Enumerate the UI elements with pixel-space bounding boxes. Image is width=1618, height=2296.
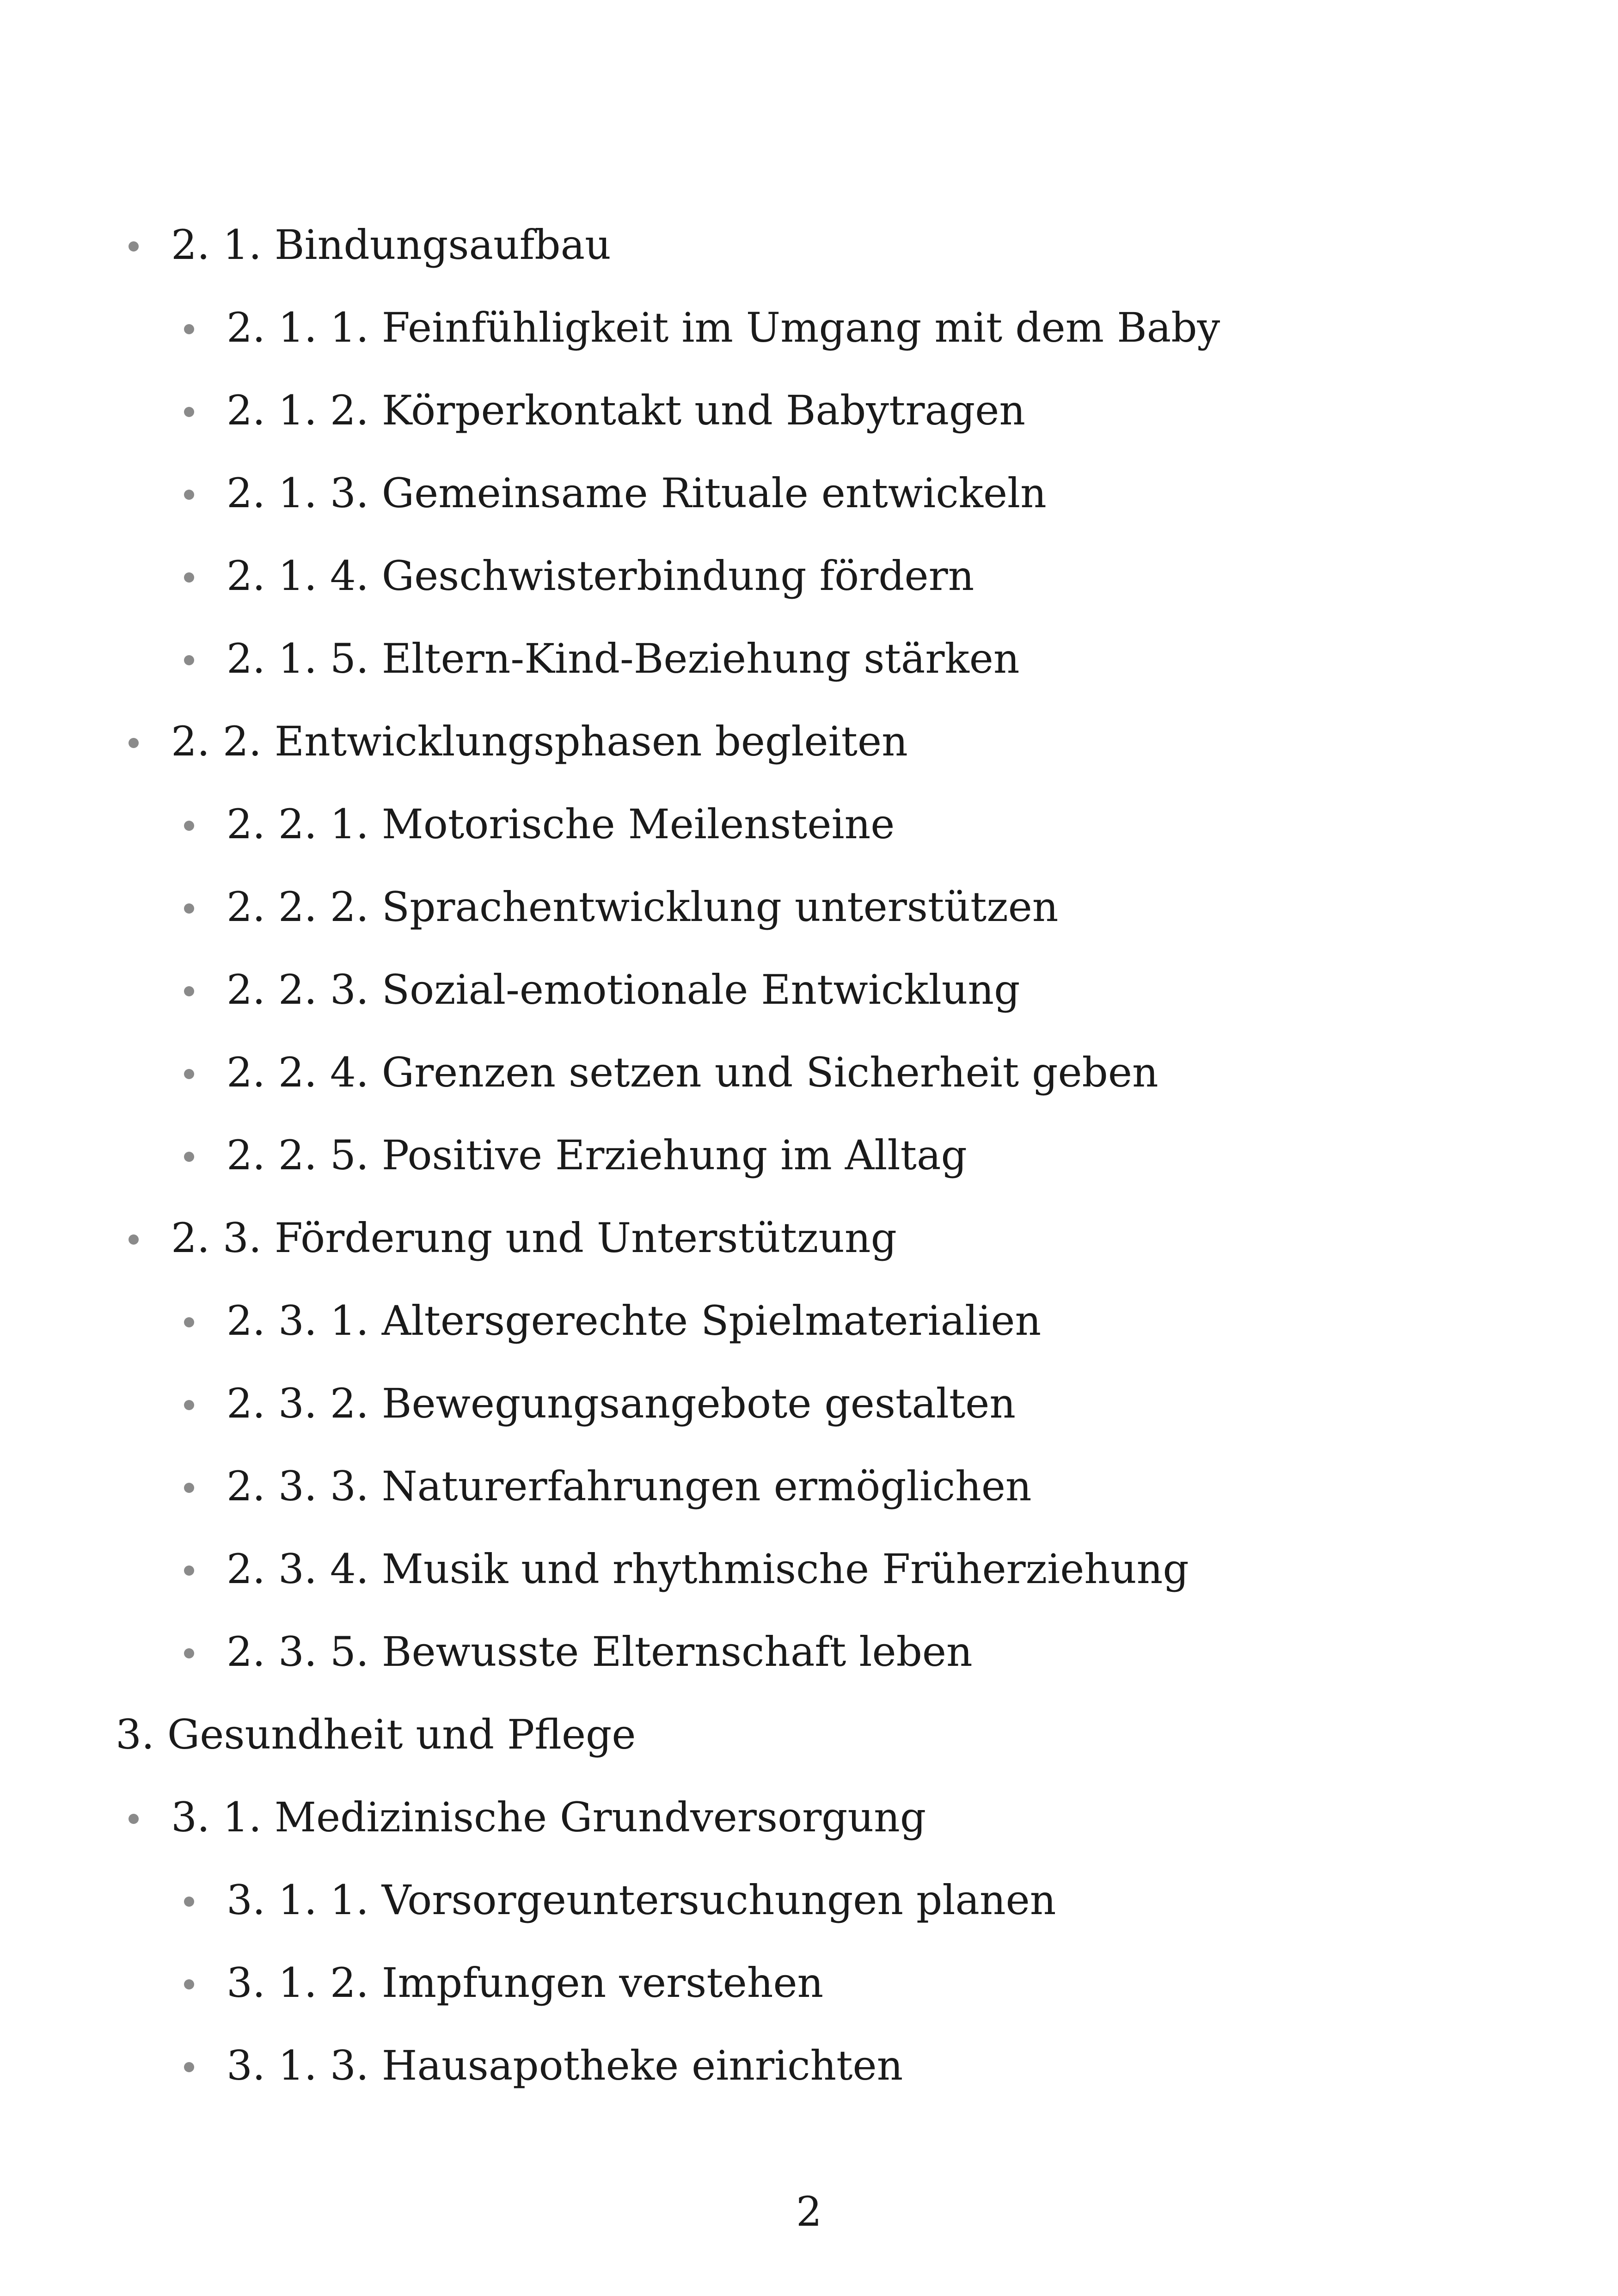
toc-entry-subsection [0, 1610, 1618, 1693]
bullet-icon [184, 655, 194, 665]
toc-entry-subsection [0, 948, 1618, 1031]
toc-entry-subsection [0, 1279, 1618, 1362]
toc-entry-text: 2. 1. 3. Gemeinsame Rituale entwickeln [227, 469, 1047, 517]
toc-entry-section [0, 700, 1618, 783]
page-number: 2 [796, 2188, 822, 2235]
bullet-icon [184, 1317, 194, 1327]
bullet-icon [184, 407, 194, 417]
toc-entry-text: 3. 1. Medizinische Grundversorgung [171, 1793, 926, 1841]
bullet-icon [184, 324, 194, 334]
toc-entry-subsection [0, 617, 1618, 700]
toc-entry-text: 2. 2. 5. Positive Erziehung im Alltag [227, 1131, 967, 1179]
bullet-icon [184, 1069, 194, 1079]
toc-entry-text: 2. 1. 2. Körperkontakt und Babytragen [227, 386, 1025, 434]
toc-entry-text: 2. 1. 1. Feinfühligkeit im Umgang mit dem Baby [227, 303, 1220, 351]
bullet-icon [129, 1814, 139, 1824]
bullet-icon [184, 1483, 194, 1493]
toc-entry-subsection [0, 452, 1618, 534]
bullet-icon [184, 1152, 194, 1162]
bullet-icon [129, 241, 139, 252]
toc-entry-subsection [0, 1941, 1618, 2024]
toc-entry-text: 2. 2. 3. Sozial-emotionale Entwicklung [227, 965, 1020, 1013]
bullet-icon [129, 1234, 139, 1245]
toc-entry-subsection [0, 286, 1618, 369]
toc-entry-subsection [0, 1362, 1618, 1445]
toc-entry-subsection [0, 1859, 1618, 1941]
toc-entry-subsection [0, 1114, 1618, 1197]
table-of-contents [0, 203, 1618, 2107]
toc-entry-subsection [0, 1031, 1618, 1114]
bullet-icon [184, 490, 194, 500]
toc-entry-text: 3. 1. 3. Hausapotheke einrichten [227, 2041, 903, 2089]
toc-entry-text: 2. 3. 4. Musik und rhythmische Früherziehung [227, 1545, 1189, 1593]
toc-entry-text: 3. 1. 1. Vorsorgeuntersuchungen planen [227, 1876, 1056, 1924]
toc-entry-subsection [0, 2024, 1618, 2107]
toc-entry-text: 2. 2. 2. Sprachentwicklung unterstützen [227, 883, 1059, 931]
toc-entry-text: 2. 1. 4. Geschwisterbindung fördern [227, 552, 974, 600]
toc-entry-text: 3. 1. 2. Impfungen verstehen [227, 1958, 824, 2007]
toc-entry-text: 2. 2. Entwicklungsphasen begleiten [171, 717, 908, 765]
toc-entry-text: 2. 3. Förderung und Unterstützung [171, 1214, 897, 1262]
toc-entry-subsection [0, 783, 1618, 866]
toc-entry-text: 2. 3. 3. Naturerfahrungen ermöglichen [227, 1462, 1032, 1510]
bullet-icon [184, 1565, 194, 1576]
toc-entry-subsection [0, 1528, 1618, 1610]
bullet-icon [184, 1897, 194, 1907]
bullet-icon [184, 572, 194, 583]
bullet-icon [184, 1400, 194, 1410]
toc-entry-section [0, 1197, 1618, 1279]
toc-entry-subsection [0, 866, 1618, 948]
toc-entry-text: 2. 3. 5. Bewusste Elternschaft leben [227, 1627, 973, 1676]
bullet-icon [184, 1648, 194, 1658]
toc-entry-text: 2. 3. 2. Bewegungsangebote gestalten [227, 1379, 1016, 1427]
toc-entry-section [0, 203, 1618, 286]
toc-entry-chapter [0, 1693, 1618, 1776]
toc-entry-section [0, 1776, 1618, 1859]
bullet-icon [184, 903, 194, 914]
toc-entry-text: 3. Gesundheit und Pflege [116, 1710, 636, 1758]
toc-entry-subsection [0, 534, 1618, 617]
bullet-icon [184, 821, 194, 831]
bullet-icon [184, 986, 194, 996]
toc-entry-text: 2. 2. 1. Motorische Meilensteine [227, 800, 895, 848]
toc-entry-text: 2. 3. 1. Altersgerechte Spielmaterialien [227, 1296, 1042, 1344]
bullet-icon [129, 738, 139, 748]
toc-entry-text: 2. 2. 4. Grenzen setzen und Sicherheit geben [227, 1048, 1158, 1096]
bullet-icon [184, 1979, 194, 1989]
toc-entry-subsection [0, 1445, 1618, 1528]
toc-entry-text: 2. 1. Bindungsaufbau [171, 221, 611, 269]
toc-entry-text: 2. 1. 5. Eltern-Kind-Beziehung stärken [227, 634, 1020, 682]
toc-entry-subsection [0, 369, 1618, 452]
bullet-icon [184, 2062, 194, 2072]
